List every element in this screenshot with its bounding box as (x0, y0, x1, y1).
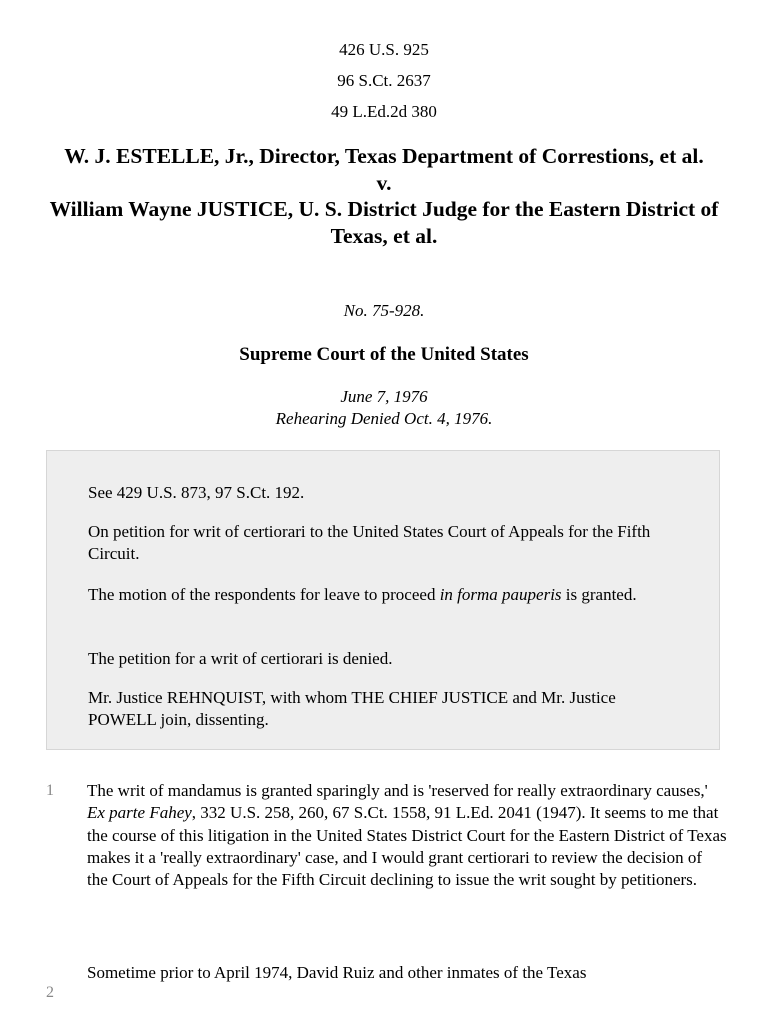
case-caption (30, 143, 738, 249)
petition-description: On petition for writ of certiorari to the United States Court of Appeals for the Fifth Circuit. (88, 522, 651, 563)
paragraph-text-start: The writ of mandamus is granted sparingly and is 'reserved for really extraordinary causes,' (87, 781, 708, 800)
motion-text-end: is granted. (561, 585, 637, 604)
see-also-citation: See 429 U.S. 873, 97 S.Ct. 192. (88, 483, 305, 502)
us-reports-citation: 426 U.S. 925 (339, 40, 429, 59)
case-dates (0, 386, 768, 430)
motion-text-start: The motion of the respondents for leave to proceed (88, 585, 440, 604)
versus-label: v. (376, 170, 392, 195)
certiorari-denial: The petition for a writ of certiorari is denied. (88, 649, 393, 668)
lawyers-edition-citation: 49 L.Ed.2d 380 (331, 102, 437, 121)
motion-disposition (88, 584, 688, 606)
opinion-paragraph (87, 780, 727, 891)
dissent-note: Mr. Justice REHNQUIST, with whom THE CHIEF JUSTICE and Mr. Justice POWELL join, dissenting. (88, 688, 616, 729)
petitioner-name: W. J. ESTELLE, Jr., Director, Texas Department of Correstions, et al. (64, 144, 704, 168)
rehearing-note: Rehearing Denied Oct. 4, 1976. (275, 409, 493, 428)
cited-case-name: Ex parte Fahey (87, 803, 192, 823)
case-summary-box (46, 450, 720, 750)
respondent-name: William Wayne JUSTICE, U. S. District Judge for the Eastern District of Texas, et al. (49, 197, 719, 248)
docket-number: No. 75-928. (343, 301, 425, 320)
paragraph-number: 2 (46, 984, 54, 1001)
paragraph-text-end: , 332 U.S. 258, 260, 67 S.Ct. 1558, 91 L.Ed. 2041 (1947). It seems to me that the course of this litigation in the United States District Court for the Eastern District of Texas makes it a 'really extraordinary' case, and I would grant certiorari to review the decision of the Court of Appeals for the Fifth Circuit declining to issue the writ sought by petitioners. (87, 803, 727, 890)
motion-latin-phrase: in forma pauperis (439, 585, 562, 604)
supreme-court-reporter-citation: 96 S.Ct. 2637 (337, 71, 431, 90)
reporter-citations (0, 34, 768, 127)
opinion-paragraph: Sometime prior to April 1974, David Ruiz and other inmates of the Texas (87, 963, 587, 982)
decision-date: June 7, 1976 (340, 387, 428, 406)
paragraph-number: 1 (46, 782, 54, 799)
court-name: Supreme Court of the United States (239, 344, 529, 365)
